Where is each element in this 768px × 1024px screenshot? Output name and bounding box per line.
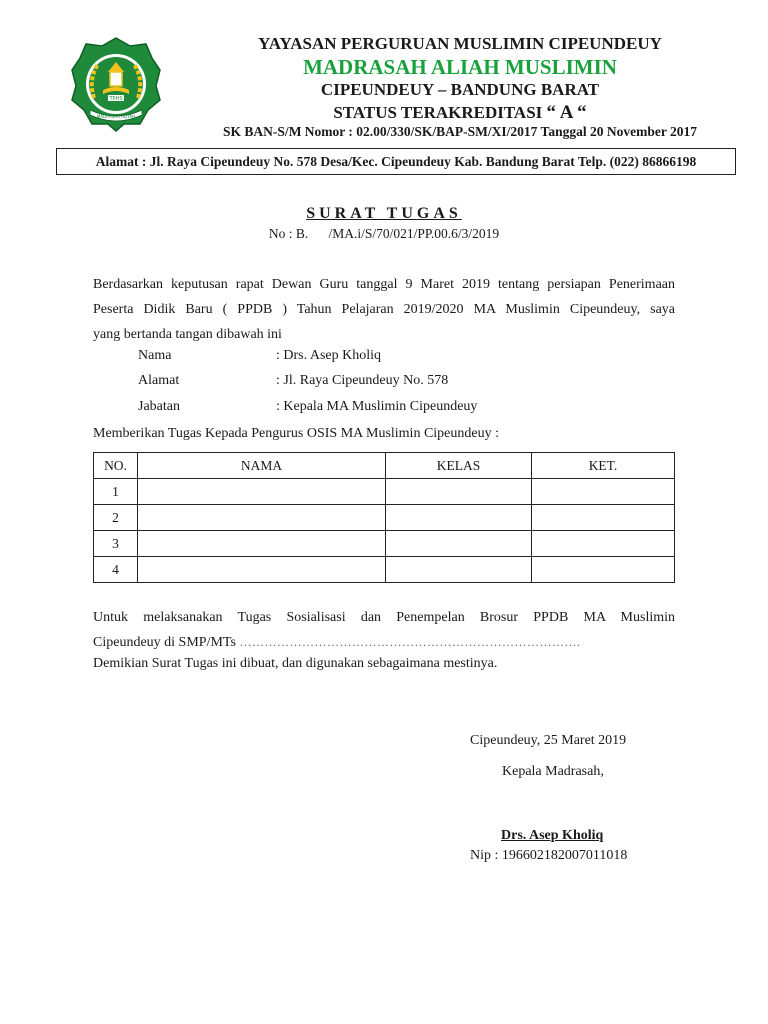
signature-nip: Nip : 196602182007011018 <box>470 848 628 863</box>
table-row <box>94 531 675 557</box>
col-header-nama: NAMA <box>138 453 386 479</box>
closing-statement: Demikian Surat Tugas ini dibuat, dan digunakan sebagaimana mestinya. <box>93 656 498 671</box>
assignment-statement: Memberikan Tugas Kepada Pengurus OSIS MA Muslimin Cipeundeuy : <box>93 426 499 441</box>
cell-no: 4 <box>94 557 138 583</box>
cell-no: 2 <box>94 505 138 531</box>
field-value-jabatan: : Kepala MA Muslimin Cipeundeuy <box>276 399 478 414</box>
field-label-jabatan: Jabatan <box>138 399 180 414</box>
purpose-line-2: Cipeundeuy di SMP/MTs <box>93 635 236 650</box>
signature-name: Drs. Asep Kholiq <box>501 828 604 843</box>
table-row <box>94 479 675 505</box>
cell-ket <box>532 531 675 557</box>
cell-ket <box>532 505 675 531</box>
school-location: CIPEUNDEUY – BANDUNG BARAT <box>320 80 600 99</box>
accreditation-status <box>190 102 730 124</box>
cell-ket <box>532 479 675 505</box>
table-header-row <box>94 453 675 479</box>
signature-role: Kepala Madrasah, <box>502 764 604 779</box>
field-label-alamat: Alamat <box>138 373 180 388</box>
cell-kelas <box>386 479 532 505</box>
letter-title <box>0 205 768 223</box>
status-grade: “ A “ <box>546 102 587 123</box>
address-box <box>56 148 736 175</box>
cell-nama <box>138 479 386 505</box>
col-header-no: NO. <box>94 453 138 479</box>
intro-line: Peserta Didik Baru ( PPDB ) Tahun Pelajaran 2019/2020 MA Muslimin Cipeundeuy, saya <box>93 302 675 317</box>
school-logo <box>70 36 162 132</box>
col-header-kelas: KELAS <box>386 453 532 479</box>
signature-place-date: Cipeundeuy, 25 Maret 2019 <box>470 733 627 748</box>
cell-no: 3 <box>94 531 138 557</box>
letter-title-text: SURAT TUGAS <box>306 205 462 222</box>
school-name: MADRASAH ALIAH MUSLIMIN <box>303 55 617 79</box>
cell-ket <box>532 557 675 583</box>
cell-kelas <box>386 531 532 557</box>
cell-no: 1 <box>94 479 138 505</box>
cell-kelas <box>386 557 532 583</box>
purpose-line-1: Untuk melaksanakan Tugas Sosialisasi dan Penempelan Brosur PPDB MA Muslimin <box>93 610 675 625</box>
intro-paragraph <box>93 272 675 347</box>
purpose-paragraph <box>93 605 675 655</box>
cell-kelas <box>386 505 532 531</box>
intro-line: Berdasarkan keputusan rapat Dewan Guru tanggal 9 Maret 2019 tentang persiapan Penerimaan <box>93 277 675 292</box>
table-row <box>94 505 675 531</box>
cell-nama <box>138 531 386 557</box>
accreditation-decree: SK BAN-S/M Nomor : 02.00/330/SK/BAP-SM/XI/2017 Tanggal 20 November 2017 <box>223 124 697 139</box>
logo-text: TPHS <box>109 96 123 102</box>
field-label-nama: Nama <box>138 348 172 363</box>
cell-nama <box>138 557 386 583</box>
col-header-ket: KET. <box>532 453 675 479</box>
cell-nama <box>138 505 386 531</box>
letter-number: No : B. /MA.i/S/70/021/PP.00.6/3/2019 <box>268 226 500 241</box>
purpose-fill-dots: ………………………………………………………………………. <box>239 635 581 649</box>
logo-ribbon-text: MADRASAH ALIYAH <box>96 114 136 119</box>
intro-line: yang bertanda tangan dibawah ini <box>93 327 282 342</box>
field-value-nama: : Drs. Asep Kholiq <box>276 348 381 363</box>
table-row <box>94 557 675 583</box>
school-address: Alamat : Jl. Raya Cipeundeuy No. 578 Desa/Kec. Cipeundeuy Kab. Bandung Barat Telp. (022) 86866198 <box>95 153 697 169</box>
foundation-name: YAYASAN PERGURUAN MUSLIMIN CIPEUNDEUY <box>258 34 662 53</box>
field-value-alamat: : Jl. Raya Cipeundeuy No. 578 <box>276 373 449 388</box>
status-prefix: STATUS TERAKREDITASI <box>333 103 543 122</box>
assignee-table <box>93 452 675 583</box>
